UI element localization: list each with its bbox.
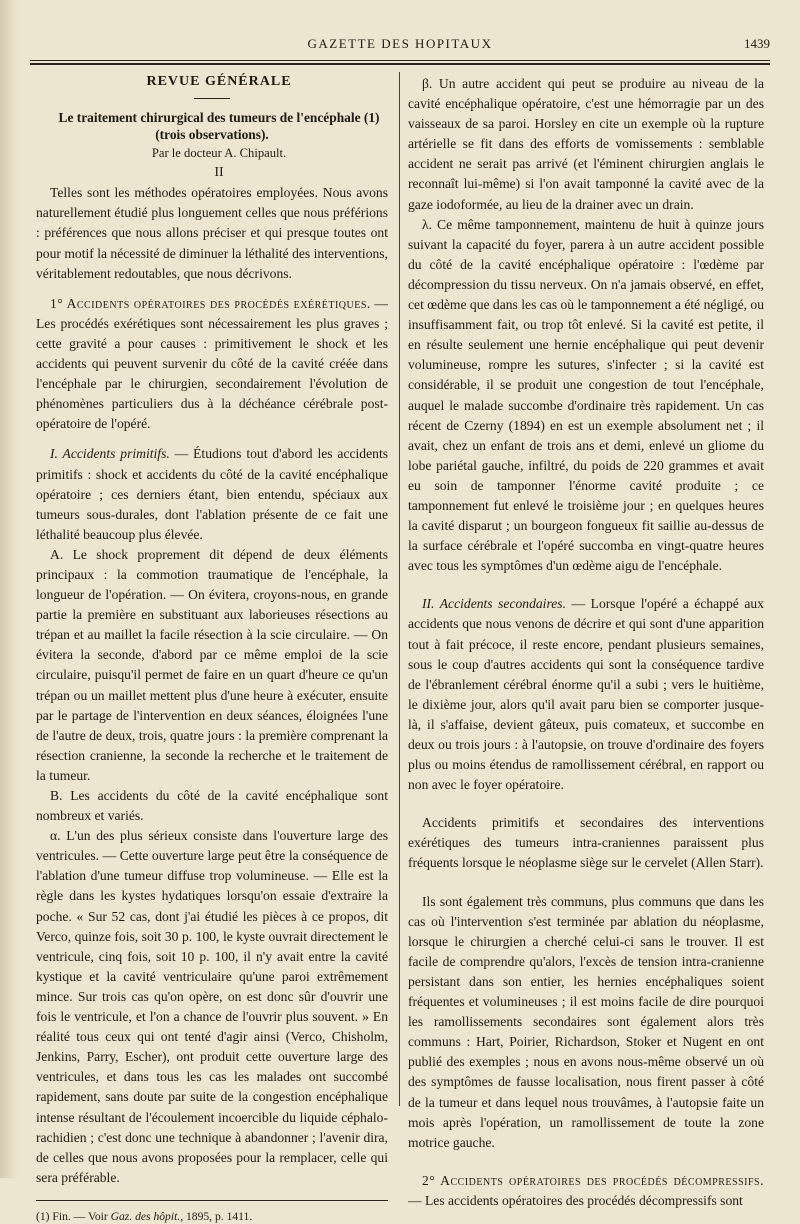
title-rule	[194, 98, 230, 99]
paragraph: λ. Ce même tamponnement, maintenu de huit à quinze jours suivant la capacité du foyer, parera à un autre accident possible du côté de la cavité encéphalique opératoire : l'œdème par décompression du tissu nerveux. On n'a jamais observé, en effet, cet œdème que dans les cas où le tamponnement a été négligé, ou insuffisamment fait, ou trop tôt enlevé. Si la cavité est petite, il en résulte seulement une hernie encéphalique qui peut devenir volumineuse, rompre les sutures, s'infecter ; si la cavité est considérable, il se produit une congestion de tout l'encéphale, auquel le malade succombe d'ordinaire très rapidement. Un cas récent de Czerny (1894) en est un exemple absolument net ; il avait, chez un enfant de trois ans et demi, enlevé un gliome du lobe pariétal gauche, infiltré, du poids de 220 grammes et avait eu soin de tamponner l'énorme cavité produite ; ce tamponnement fut enlevé le troisième jour ; en quelques heures la cavité disparut ; un bourgeon fongueux fit saillie au-dessus de la surface cérébrale et l'opéré succomba en vingt-quatre heures avec tous les symptômes d'un œdème aigu de l'encéphale.	[408, 216, 764, 574]
byline: Par le docteur A. Chipault.	[151, 146, 287, 161]
paragraph: β. Un autre accident qui peut se produire au niveau de la cavité encéphalique opératoire, c'est une hémorragie par un des vaisseaux de sa paroi. Horsley en cite un exemple où la rupture artérielle se fit dans des efforts de vomissements : semblable accident ne serait pas arrivé (et l'éminent chirurgien anglais le reconnaît lui-même) si l'on avait tamponné la cavité avec de la gaze iodoformée, au lieu de la drainer avec un drain.	[408, 76, 764, 212]
left-column	[36, 72, 388, 1224]
header-rule	[30, 60, 770, 61]
paragraph-heading: II. Accidents secondaires.	[422, 596, 566, 612]
article-title: Le traitement chirurgical des tumeurs de l'encéphale (1) (trois observations).	[58, 110, 380, 143]
header-rule-thick	[30, 63, 770, 65]
right-column	[408, 74, 764, 1211]
paragraph: Accidents primitifs et secondaires des interventions exérétiques des tumeurs intra-craniennes paraissent plus fréquents lorsque le néoplasme siège sur le cervelet (Allen Starr).	[408, 815, 764, 871]
page-number: 1439	[744, 36, 770, 51]
part-number: II	[214, 165, 224, 181]
footnote: (1) Fin. — Voir Gaz. des hôpit., 1895, p. 1411.	[36, 1209, 253, 1223]
paragraph: Telles sont les méthodes opératoires employées. Nous avons naturellement étudié plus longuement celles que nous préférions : préférences que nous allons préciser et qui presque toutes ont pour motif la nécessité de diminuer la léthalité des interventions, véritablement redoutables, que nous décrivons.	[36, 185, 388, 281]
running-title: GAZETTE DES HOPITAUX	[307, 36, 493, 51]
paragraph: A. Le shock proprement dit dépend de deux éléments principaux : la commotion traumatique de l'encéphale, la longueur de l'opération. — On évitera, croyons-nous, en grande partie la première en substituant aux laborieuses résections au trépan et au maillet la facile résection à la scie circulaire. — On évitera la seconde, d'abord par ce même emploi de la scie circulaire, puisqu'il permet de faire en un quart d'heure ce qu'un trépan ou un maillet mettent plus d'une heure à exécuter, ensuite par le partage de l'intervention en deux séances, éloignées l'une de l'autre de deux, trois, quatre jours : la première comprenant la résection cranienne, la seconde la recherche et le traitement de la tumeur.	[36, 546, 388, 783]
binding-shadow	[0, 0, 18, 1178]
paragraph: α. L'un des plus sérieux consiste dans l'ouverture large des ventricules. — Cette ouverture large peut être la conséquence de l'ablation d'une tumeur diffuse trop volumineuse. — Elle est la règle dans les kystes hydatiques lorsqu'on essaie d'extraire la poche. « Sur 52 cas, dont j'ai étudié les pièces à ce propos, dit Verco, quinze fois, soit 30 p. 100, le kyste ouvrait directement le ventricule, cinq fois, soit 10 p. 100, il n'y avait entre la cavité kystique et la cavité ventriculaire qu'une paroi extrêmement mince. Sur trois cas qu'on opère, on est donc sûr d'ouvrir une fois le ventricule, et l'on a chance de l'ouvrir plus souvent. » En réalité tous ceux qui ont tenté d'agir ainsi (Verco, Chisholm, Jenkins, Parry, Escher), ont produit cette ouverture large des ventricules, et dans tous les cas les malades ont succombé rapidement, sans doute par suite de la congestion encéphalique intense résultant de l'écoulement incoercible du liquide céphalo-rachidien ; c'est donc une technique à abandonner ; l'avenir dira, de celles que nous avons proposées pour la remplacer, celle qui sera préférable.	[36, 828, 388, 1185]
paragraph-heading: 1° Accidents opératoires des procédés exérétiques.	[50, 295, 371, 311]
paragraph: 2° Accidents opératoires des procédés décompressifs. — Les accidents opératoires des procédés décompressifs sont	[408, 1172, 764, 1208]
paragraph-heading: I. Accidents primitifs.	[50, 446, 170, 462]
paragraph-heading: 2° Accidents opératoires des procédés décompressifs.	[422, 1172, 764, 1188]
paragraph: I. Accidents primitifs. — Étudions tout d'abord les accidents primitifs : shock et accidents du côté de la cavité encéphalique opératoire ; ces derniers étant, bien entendu, spéciaux aux tumeurs sous-durales, dont l'ablation présente de ce fait une léthalité beaucoup plus élevée.	[36, 446, 389, 542]
paragraph: B. Les accidents du côté de la cavité encéphalique sont nombreux et variés.	[36, 788, 388, 824]
paragraph: 1° Accidents opératoires des procédés exérétiques. — Les procédés exérétiques sont nécessairement les plus graves ; cette gravité a pour causes : primitivement le shock et les accidents qui peuvent survenir du côté de la cavité créée dans l'encéphale par le chirurgien, secondairement l'évolution de phénomènes particuliers dus à la déchéance cérébrale post-opératoire de l'opéré.	[36, 295, 388, 432]
footnote-rule	[36, 1200, 388, 1201]
running-head	[30, 30, 770, 52]
section-title: REVUE GÉNÉRALE	[146, 74, 292, 89]
paragraph: Ils sont également très communs, plus communs que dans les cas où l'intervention s'est terminée par ablation du néoplasme, lorsque le chirurgien a cherché celui-ci sans le trouver. Il est facile de comprendre qu'alors, l'excès de tension intra-cranienne persistant dans son entier, les hernies encéphaliques soient fréquentes et volumineuses ; il est moins facile de dire pourquoi les ramollissements secondaires sont également alors très communs : Hart, Poirier, Richardson, Stoker et Nugent en ont publié des exemples ; nous en avons nous-même observé un où des symptômes de fausse localisation, nous firent passer à côté de la tumeur et dans lequel nous trouvâmes, à l'autopsie faite un mois après l'opération, un ramollissement de toute la zone motrice gauche.	[408, 893, 764, 1150]
column-divider	[399, 72, 400, 1106]
paragraph: II. Accidents secondaires. — Lorsque l'opéré a échappé aux accidents que nous venons de décrire et qui sont d'une apparition tout à fait précoce, il reste encore, pendant plusieurs semaines, sous le coup d'autres accidents qui sont la conséquence tardive de l'ébranlement cérébral énorme qu'il a subi ; vers le huitième, le dixième jour, alors qu'il avait paru bien se comporter jusque-là, il s'affaise, devient gâteux, puis comateux, et succombe en deux ou trois jours : à l'autopsie, on trouve d'ordinaire des foyers plus ou moins étendus de ramollissement cérébral, en rapport ou non avec le foyer opératoire.	[408, 596, 764, 793]
